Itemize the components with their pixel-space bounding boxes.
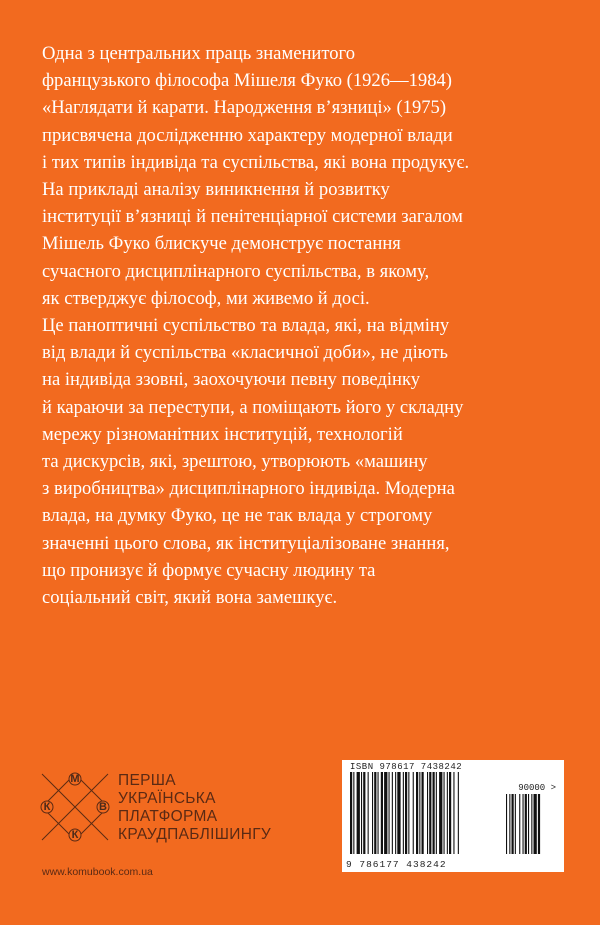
- barcode-bar: [449, 772, 451, 854]
- description-line: з виробництва» дисциплінарного індивіда. Модерна: [42, 478, 455, 500]
- description-line: і тих типів індивіда та суспільства, які вона продукує.: [42, 151, 470, 173]
- barcode-bar: [368, 772, 369, 854]
- addon-bar: [523, 794, 524, 854]
- description-line: Це паноптичні суспільство та влада, які, на відміну: [42, 315, 450, 337]
- addon-bar: [538, 794, 540, 854]
- publisher-website: www.komubook.com.ua: [42, 866, 153, 878]
- isbn-digits: 9 786177 438242: [346, 859, 447, 870]
- barcode-bar: [395, 772, 396, 854]
- description-line: мережу різноманітних інституцій, технологій: [42, 423, 403, 445]
- barcode-bar: [458, 772, 459, 854]
- barcode-bar: [444, 772, 445, 854]
- publisher-logo: [38, 770, 112, 844]
- logo-letter-left: К: [43, 801, 51, 813]
- barcode-bar: [363, 772, 365, 854]
- barcode-bar: [405, 772, 407, 854]
- barcode-bar: [361, 772, 362, 854]
- barcode-bar: [350, 772, 352, 854]
- barcode-bar: [378, 772, 379, 854]
- description-line: присвячена дослідженню характеру модерної влади: [42, 124, 453, 146]
- logo-letter-top: М: [70, 773, 80, 785]
- description-line: й караючи за переступи, а поміщають його у складну: [42, 396, 464, 418]
- barcode-bar: [408, 772, 409, 854]
- logo-letter-right: В: [99, 801, 107, 813]
- logo-letter-bottom: К: [71, 829, 79, 841]
- description-line: та дискурсів, які, зрештою, утворюють «машину: [42, 451, 428, 473]
- barcode-bar: [447, 772, 448, 854]
- barcode-bar: [419, 772, 420, 854]
- tagline-line: КРАУДПАБЛІШИНГУ: [118, 826, 272, 843]
- barcode-bar: [436, 772, 437, 854]
- description-line: від влади й суспільства «класичної доби», не діють: [42, 342, 448, 364]
- barcode-bar: [372, 772, 373, 854]
- barcode-bar: [389, 772, 390, 854]
- addon-bar: [519, 794, 520, 854]
- isbn-label: ISBN 978617 7438242: [350, 762, 463, 772]
- description-line: Одна з центральних праць знаменитого: [42, 43, 355, 64]
- barcode-bar: [403, 772, 404, 854]
- barcode-bar: [416, 772, 418, 854]
- barcode-bar: [413, 772, 414, 854]
- barcode-bar: [353, 772, 354, 854]
- addon-bar: [509, 794, 510, 854]
- barcode-bar: [422, 772, 424, 854]
- description-line: французького філософа Мішеля Фуко (1926—1984): [42, 70, 452, 92]
- tagline-line: ПЛАТФОРМА: [118, 808, 218, 825]
- barcode-bar: [392, 772, 393, 854]
- addon-bar: [528, 794, 529, 854]
- description-line: «Наглядати й карати. Народження в’язниці» (1975): [42, 97, 447, 119]
- description-line: Мішель Фуко блискуче демонструє постання: [42, 233, 401, 255]
- description-line: влада, на думку Фуко, це не так влада у строгому: [42, 505, 433, 527]
- barcode-bar: [453, 772, 454, 854]
- tagline-line: УКРАЇНСЬКА: [118, 790, 216, 807]
- description-line: значенні цього слова, як інституціалізоване знання,: [42, 532, 450, 554]
- description-line: соціальний світ, який вона замешкує.: [42, 587, 338, 609]
- addon-bar: [512, 794, 514, 854]
- addon-bar: [531, 794, 532, 854]
- barcode-bars: [348, 772, 558, 858]
- barcode-bar: [384, 772, 387, 854]
- description-line: На прикладі аналізу виникнення й розвитку: [42, 179, 390, 201]
- barcode-bar: [439, 772, 442, 854]
- barcode-bar: [433, 772, 435, 854]
- barcode-bar: [357, 772, 360, 854]
- barcode-bar: [427, 772, 428, 854]
- description-line: на індивіда ззовні, заохочуючи певну поведінку: [42, 369, 421, 391]
- barcode-bar: [381, 772, 383, 854]
- publisher-tagline: [118, 772, 271, 844]
- description-line: інституції в’язниці й пенітенціарної системи загалом: [42, 206, 463, 228]
- description-line: що пронизує й формує сучасну людину та: [42, 559, 376, 581]
- price-code: 90000 >: [518, 783, 556, 793]
- barcode-bar: [429, 772, 431, 854]
- description-line: як стверджує філософ, ми живемо й досі.: [42, 287, 370, 309]
- barcode-bar: [374, 772, 376, 854]
- barcode-bar: [397, 772, 400, 854]
- isbn-barcode: [342, 760, 564, 872]
- book-description: [42, 40, 562, 611]
- addon-bar: [506, 794, 507, 854]
- addon-bar: [534, 794, 537, 854]
- description-line: сучасного дисциплінарного суспільства, в якому,: [42, 260, 430, 282]
- addon-bar: [515, 794, 516, 854]
- tagline-line: ПЕРША: [118, 772, 176, 789]
- addon-bar: [525, 794, 527, 854]
